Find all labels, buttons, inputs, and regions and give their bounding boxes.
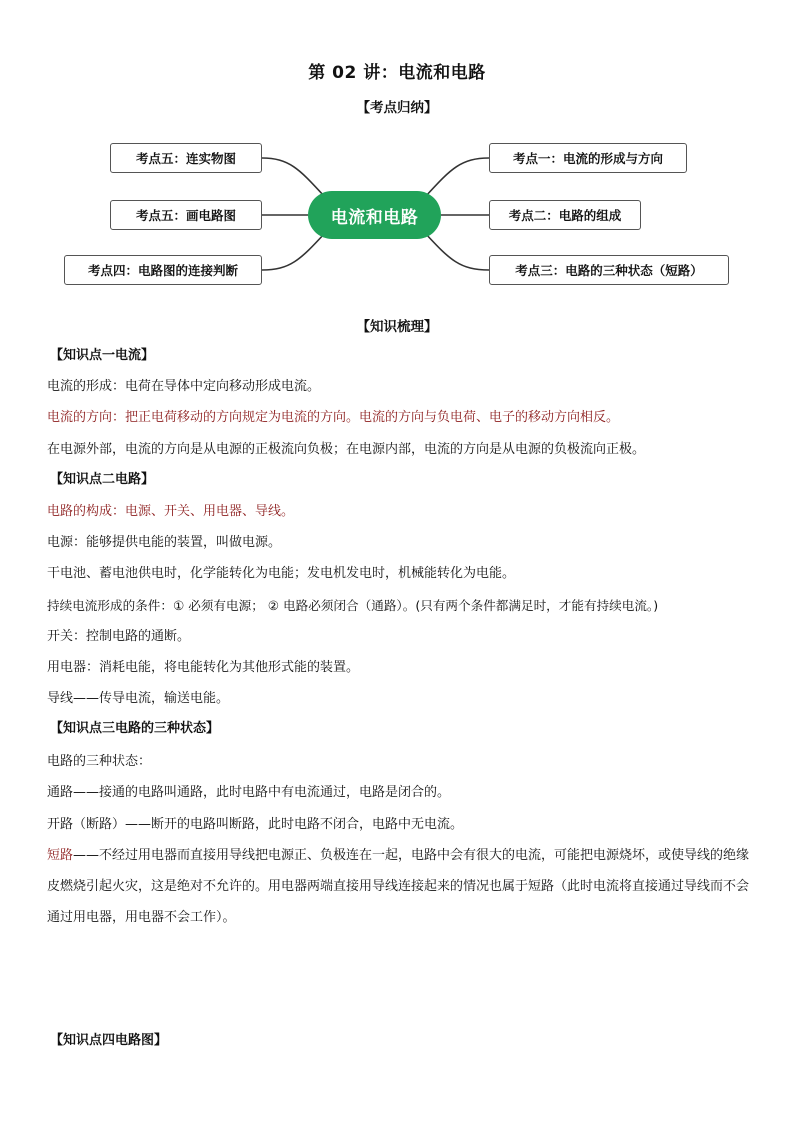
mind-map xyxy=(0,135,794,295)
kp2-condition: 持续电流形成的条件：① 必须有电源； ② 电路必须闭合（通路）。(只有两个条件都满足时，才能有持续电流。) xyxy=(47,598,659,613)
kp2-heading: 【知识点二电路】 xyxy=(50,472,155,487)
section-heading-zhishi: 【知识梳理】 xyxy=(356,319,438,335)
connector-left-3 xyxy=(262,233,325,270)
mindmap-node-right-3: 考点三：电路的三种状态（短路） xyxy=(489,255,729,285)
mindmap-node-left-2: 考点五：画电路图 xyxy=(110,200,262,230)
kp2-composition: 电路的构成：电源、开关、用电器、导线。 xyxy=(47,504,295,519)
kp2-source: 电源：能够提供电能的装置，叫做电源。 xyxy=(47,535,282,550)
kp2-appliance: 用电器：消耗电能，将电能转化为其他形式能的装置。 xyxy=(47,660,360,675)
mindmap-center-node: 电流和电路 xyxy=(308,191,441,239)
kp1-formation: 电流的形成：电荷在导体中定向移动形成电流。 xyxy=(47,379,321,394)
connector-right-1 xyxy=(425,158,489,197)
kp3-short-text: ——不经过用电器而直接用导线把电源正、负极连在一起，电路中会有很大的电流，可能把电源烧坏，或使导线的绝缘皮燃烧引起火灾，这是绝对不允许的。用电器两端直接用导线连接起来的情况也属于短路（此时电流将直接通过导线而不会通过用电器，用电器不会工作）。 xyxy=(47,848,750,925)
kp2-battery: 干电池、蓄电池供电时，化学能转化为电能；发电机发电时，机械能转化为电能。 xyxy=(47,566,516,581)
mindmap-node-left-1: 考点五：连实物图 xyxy=(110,143,262,173)
kp4-heading: 【知识点四电路图】 xyxy=(50,1033,168,1048)
kp2-wire: 导线——传导电流，输送电能。 xyxy=(47,691,230,706)
kp2-switch: 开关：控制电路的通断。 xyxy=(47,629,191,644)
kp3-open: 开路（断路）——断开的电路叫断路，此时电路不闭合，电路中无电流。 xyxy=(47,817,464,832)
connector-right-3 xyxy=(425,233,489,270)
kp3-closed: 通路——接通的电路叫通路，此时电路中有电流通过，电路是闭合的。 xyxy=(47,785,451,800)
section-heading-kaodian: 【考点归纳】 xyxy=(356,100,438,116)
mindmap-node-right-2: 考点二：电路的组成 xyxy=(489,200,641,230)
kp3-intro: 电路的三种状态： xyxy=(47,754,152,769)
mindmap-node-left-3: 考点四：电路图的连接判断 xyxy=(64,255,262,285)
kp1-direction-detail: 在电源外部，电流的方向是从电源的正极流向负极；在电源内部，电流的方向是从电源的负极流向正极。 xyxy=(47,442,646,457)
mindmap-node-right-1: 考点一：电流的形成与方向 xyxy=(489,143,687,173)
kp3-heading: 【知识点三电路的三种状态】 xyxy=(50,721,220,736)
kp1-heading: 【知识点一电流】 xyxy=(50,348,155,363)
kp3-short xyxy=(47,840,759,933)
connector-left-1 xyxy=(262,158,325,197)
page-title: 第 02 讲：电流和电路 xyxy=(308,63,486,83)
kp3-short-label: 短路 xyxy=(47,848,74,863)
kp1-direction: 电流的方向：把正电荷移动的方向规定为电流的方向。电流的方向与负电荷、电子的移动方向相反。 xyxy=(47,410,620,425)
